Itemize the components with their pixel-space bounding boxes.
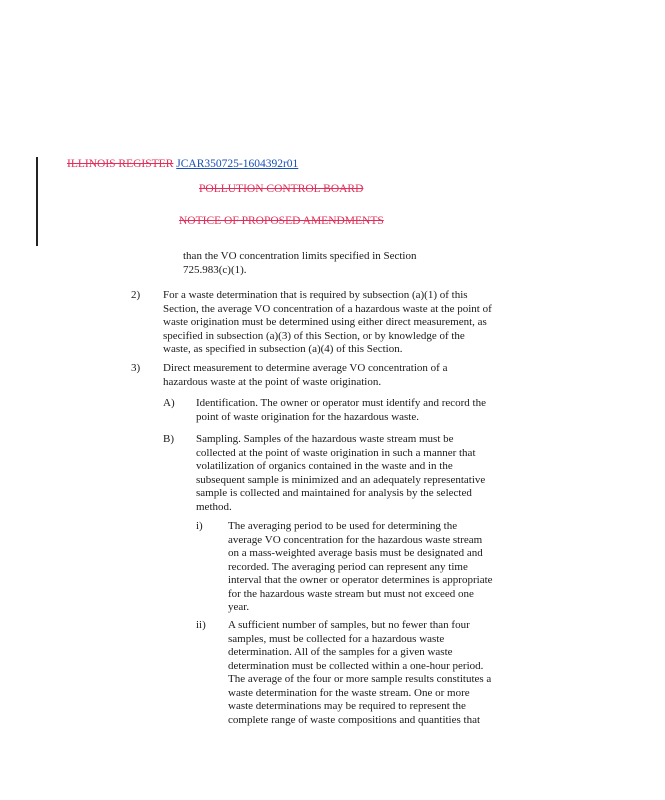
text-line: waste, as specified in subsection (a)(4) of this Section. xyxy=(163,343,403,355)
item-3-text xyxy=(163,362,447,389)
text-line: For a waste determination that is required by subsection (a)(1) of this xyxy=(163,289,468,301)
item-a-marker: A) xyxy=(163,397,175,409)
text-line: The average of the four or more sample results constitutes a xyxy=(228,673,492,685)
text-line: method. xyxy=(196,500,232,513)
text-line: sample is collected and maintained for analysis by the selected xyxy=(196,487,472,499)
text-line: interval that the owner or operator determines is appropriate xyxy=(228,574,493,586)
text-line: Section, the average VO concentration of a hazardous waste at the point of xyxy=(163,302,492,315)
notice-header: NOTICE OF PROPOSED AMENDMENTS xyxy=(179,215,384,227)
item-2-marker: 2) xyxy=(131,289,141,301)
register-header xyxy=(67,157,298,171)
board-header: POLLUTION CONTROL BOARD xyxy=(199,183,364,195)
text-line: Identification. The owner or operator must identify and record the xyxy=(196,397,486,409)
item-3-marker: 3) xyxy=(131,362,141,374)
text-line: average VO concentration for the hazardous waste stream xyxy=(228,533,483,546)
continuation-text xyxy=(183,250,417,277)
item-b-text xyxy=(196,433,485,514)
text-line: determination. All of the samples for a given waste xyxy=(228,646,453,658)
text-line: The averaging period to be used for determining the xyxy=(228,520,458,532)
text-line: recorded. The averaging period can represent any time xyxy=(228,560,468,573)
text-line: collected at the point of waste origination in such a manner that xyxy=(196,446,476,459)
text-line: determination must be collected within a one-hour period. xyxy=(228,659,484,672)
item-i-text xyxy=(228,520,493,615)
text-line: specified in subsection (a)(3) of this Section, or by knowledge of the xyxy=(163,329,465,342)
text-line: hazardous waste at the point of waste origination. xyxy=(163,375,382,388)
text-line: waste determinations may be required to represent the xyxy=(228,700,466,712)
text-line: 725.983(c)(1). xyxy=(183,263,247,276)
item-b-marker: B) xyxy=(163,433,174,445)
item-ii-text xyxy=(228,619,491,727)
text-line: than the VO concentration limits specified in Section xyxy=(183,250,417,262)
register-struck-text: ILLINOIS REGISTER xyxy=(67,158,174,170)
text-line: waste determination for the waste stream. One or more xyxy=(228,686,470,699)
text-line: Sampling. Samples of the hazardous waste stream must be xyxy=(196,433,454,445)
text-line: volatilization of organics contained in the waste and in the xyxy=(196,460,453,472)
item-ii-marker: ii) xyxy=(196,619,206,631)
document-id: JCAR350725-1604392r01 xyxy=(176,158,299,170)
text-line: subsequent sample is minimized and an adequately representative xyxy=(196,473,486,486)
revision-bar xyxy=(36,157,38,246)
text-line: on a mass-weighted average basis must be designated and xyxy=(228,547,483,559)
text-line: for the hazardous waste stream but must not exceed one xyxy=(228,587,474,600)
item-i-marker: i) xyxy=(196,520,203,532)
text-line: waste origination must be determined using either direct measurement, as xyxy=(163,316,487,328)
item-a-text xyxy=(196,397,486,424)
item-2-text xyxy=(163,289,492,357)
text-line: samples, must be collected for a hazardous waste xyxy=(228,632,445,645)
text-line: point of waste origination for the hazardous waste. xyxy=(196,410,419,423)
text-line: Direct measurement to determine average VO concentration of a xyxy=(163,362,448,374)
text-line: year. xyxy=(228,601,250,613)
text-line: complete range of waste compositions and quantities that xyxy=(228,713,481,726)
text-line: A sufficient number of samples, but no fewer than four xyxy=(228,619,470,631)
